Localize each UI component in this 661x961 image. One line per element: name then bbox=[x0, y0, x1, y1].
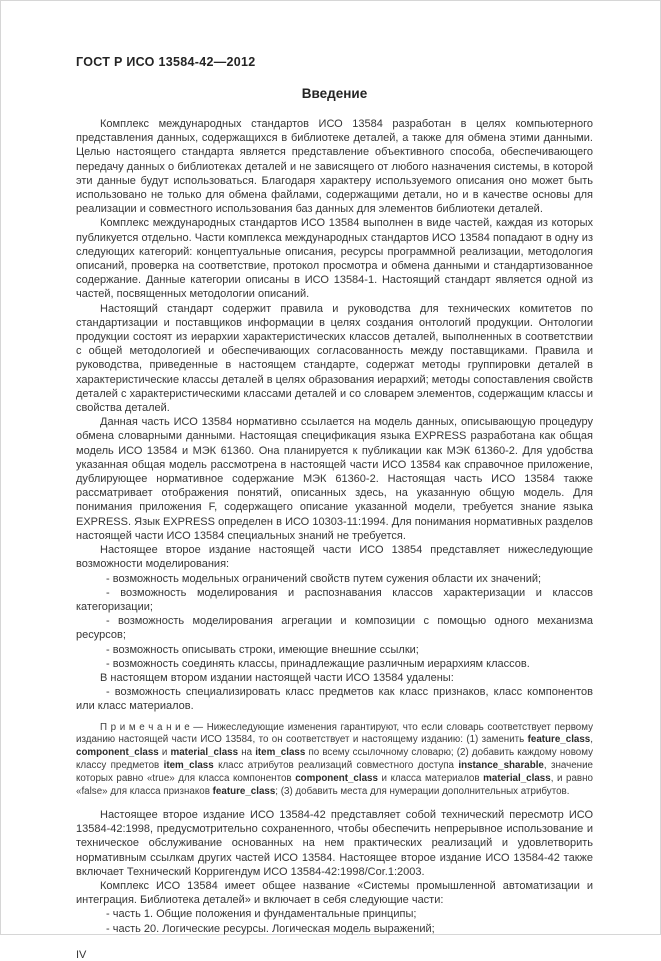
list-item: - возможность соединять классы, принадлежащие различным иерархиям классов. bbox=[106, 657, 530, 670]
paragraph: Комплекс международных стандартов ИСО 13584 выполнен в виде частей, каждая из которых публикуется отдельно. Части комплекса международных стандартов ИСО 13584 попадают в одну из следующих категорий: концептуальные описания, ресурсы программной реализации, методология описаний, проверка на соответствие, протокол просмотра и обмена данными и стандартизованное содержание. Данные категории описаны в ИСО 13584-1. Настоящий стандарт является одной из частей, посвященных методологии описаний. bbox=[76, 217, 593, 301]
paragraph: Комплекс ИСО 13584 имеет общее название «Системы промышленной автоматизации и интеграция. Библиотека деталей» и включает в себя следующие части: bbox=[76, 879, 593, 907]
list-item: - возможность модельных ограничений свойств путем сужения области их значений; bbox=[106, 572, 542, 585]
paragraph: Настоящее второе издание ИСО 13584-42 представляет собой технический пересмотр ИСО 13584-42:1998, предусмотрительно сохраненного, чтобы обеспечить непрерывное использование и техническое обслуживание основанных на нем практических реализаций и удовлетворить нормативным ссылкам других частей ИСО 13584. Настоящее второе издание ИСО 13584-42 также включает Технический Корригендум ИСО 13584-42:1998/Cor.1:2003. bbox=[76, 808, 593, 878]
paragraph: Данная часть ИСО 13584 нормативно ссылается на модель данных, описывающую процедуру обмена словарными данными. Настоящая спецификация языка EXPRESS разработана как общая модель ИСО 13584 и МЭК 61360. Она планируется к публикации как МЭК 61360-2. Для удобства указанная общая модель рассмотрена в настоящей части ИСО 13584 как справочное приложение, дублирующее нормативное содержание МЭК 61360-2. Настоящая часть ИСО 13584 также рассматривает отображения понятий, описанных здесь, на указанную общую модель. Для понимания приложения F, содержащего описание указанной модели, требуется знание языка EXPRESS. Язык EXPRESS определен в ИСО 10303-11:1994. Для понимания нормативных разделов настоящей части ИСО 13584 специальных знаний не требуется. bbox=[76, 416, 593, 542]
list-item: - возможность специализировать класс предметов как класс признаков, класс компонентов или класс материалов. bbox=[76, 686, 593, 713]
list-item: - возможность моделирования и распознавания классов характеризации и классов категоризации; bbox=[76, 586, 593, 613]
list-item: - часть 20. Логические ресурсы. Логическая модель выражений; bbox=[106, 922, 435, 935]
paragraph: Комплекс международных стандартов ИСО 13584 разработан в целях компьютерного представления данных, содержащихся в библиотеке деталей, а также для обмена этими данными. Целью настоящего стандарта является представление объективного способа, обеспечивающего передачу данных о библиотеках деталей и не зависящего от любого назначения системы, в которой эти данные будут использоваться. Благодаря характеру используемого описания оно может быть использовано не только для обмена файлами, содержащими детали, но и в качестве основы для реализации и совместного использования баз данных для элементов библиотеки деталей. bbox=[76, 118, 593, 216]
page-number: IV bbox=[76, 948, 87, 961]
list-item: - часть 1. Общие положения и фундаментальные принципы; bbox=[106, 908, 417, 921]
list-item: - возможность моделирования агрегации и композиции с помощью одного механизма ресурсов; bbox=[76, 615, 593, 642]
second-edition-intro: Настоящее второе издание настоящей части ИСО 13854 представляет нижеследующие возможности моделирования: bbox=[76, 544, 593, 571]
note-paragraph: П р и м е ч а н и е — Нижеследующие изменения гарантируют, что если словарь соответствует первому изданию настоящей части ИСО 13584, то он соответствует и настоящему изданию: (1) заменить feature_class, component_class и material_class на item_class по всему ссылочному словарю; (2) добавить каждому новому классу предметов item_class класс атрибутов реализаций совместного доступа instance_sharable, значение которых равно «true» для класса компонентов component_class и класса материалов material_class, и равно «false» для класса признаков feature_class; (3) добавить места для нумерации дополнительных атрибутов. bbox=[76, 721, 593, 798]
page-content bbox=[76, 55, 593, 961]
paragraph: Настоящий стандарт содержит правила и руководства для технических комитетов по стандартизации и поставщиков информации в целях создания онтологий продукции. Онтологии продукции состоят из иерархии характеристических классов деталей, выполненных в соответствии с общей методологией и обеспечивающих согласованность между поставщиками. Правила и руководства, приведенные в настоящем стандарте, содержат методы группировки деталей в характеристические классы деталей в целях образования иерархий; методы сопоставления свойств деталей с характеристическими классами деталей и со словарем элементов, содержащим классы и свойства деталей. bbox=[76, 302, 593, 415]
list-item: - возможность описывать строки, имеющие внешние ссылки; bbox=[106, 643, 419, 656]
removed-intro: В настоящем втором издании настоящей части ИСО 13584 удалены: bbox=[100, 671, 454, 684]
document-code-header: ГОСТ Р ИСО 13584-42—2012 bbox=[76, 55, 256, 69]
section-title: Введение bbox=[301, 86, 368, 101]
